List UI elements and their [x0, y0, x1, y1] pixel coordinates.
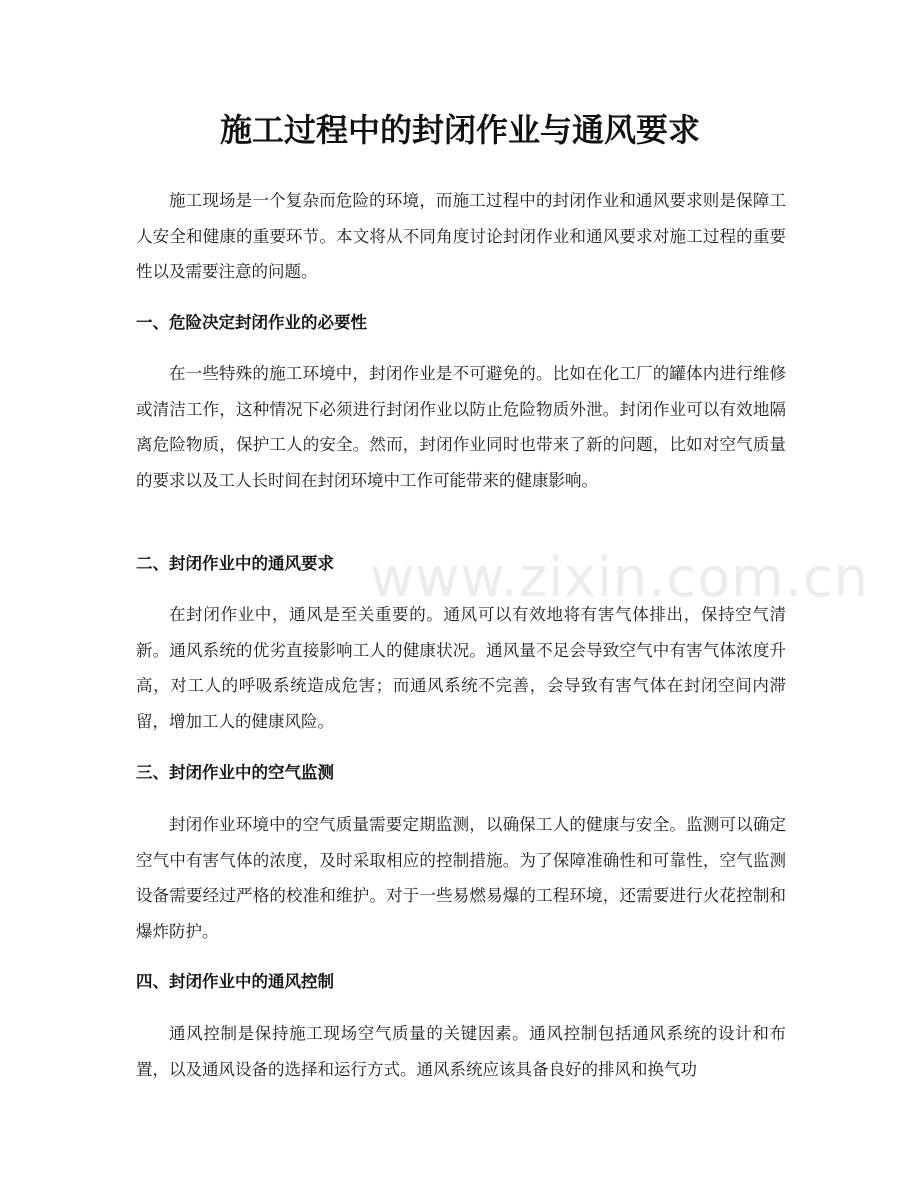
section-3-heading: 三、封闭作业中的空气监测 [136, 763, 334, 782]
section-2-heading: 二、封闭作业中的通风要求 [136, 554, 334, 573]
intro-paragraph: 施工现场是一个复杂而危险的环境，而施工过程中的封闭作业和通风要求则是保障工人安全和健康的重要环节。本文将从不同角度讨论封闭作业和通风要求对施工过程的重要性以及需要注意的问题。 [136, 191, 786, 281]
section-4-paragraph: 通风控制是保持施工现场空气质量的关键因素。通风控制包括通风系统的设计和布置，以及通风设备的选择和运行方式。通风系统应该具备良好的排风和换气功 [136, 1024, 786, 1079]
document-title: 施工过程中的封闭作业与通风要求 [219, 111, 700, 149]
section-4-heading: 四、封闭作业中的通风控制 [136, 972, 334, 991]
section-2-paragraph: 在封闭作业中，通风是至关重要的。通风可以有效地将有害气体排出，保持空气清新。通风系统的优劣直接影响工人的健康状况。通风量不足会导致空气中有害气体浓度升高，对工人的呼吸系统造成危害；而通风系统不完善，会导致有害气体在封闭空间内滞留，增加工人的健康风险。 [136, 605, 786, 731]
section-3-paragraph: 封闭作业环境中的空气质量需要定期监测，以确保工人的健康与安全。监测可以确定空气中有害气体的浓度，及时采取相应的控制措施。为了保障准确性和可靠性，空气监测设备需要经过严格的校准和维护。对于一些易燃易爆的工程环境，还需要进行火花控制和爆炸防护。 [136, 815, 786, 941]
section-1-heading: 一、危险决定封闭作业的必要性 [136, 313, 367, 332]
section-1-paragraph: 在一些特殊的施工环境中，封闭作业是不可避免的。比如在化工厂的罐体内进行维修或清洁工作，这种情况下必须进行封闭作业以防止危险物质外泄。封闭作业可以有效地隔离危险物质，保护工人的安全。然而，封闭作业同时也带来了新的问题，比如对空气质量的要求以及工人长时间在封闭环境中工作可能带来的健康影响。 [136, 364, 786, 490]
watermark-text: www.zixin.com.cn [370, 546, 869, 609]
